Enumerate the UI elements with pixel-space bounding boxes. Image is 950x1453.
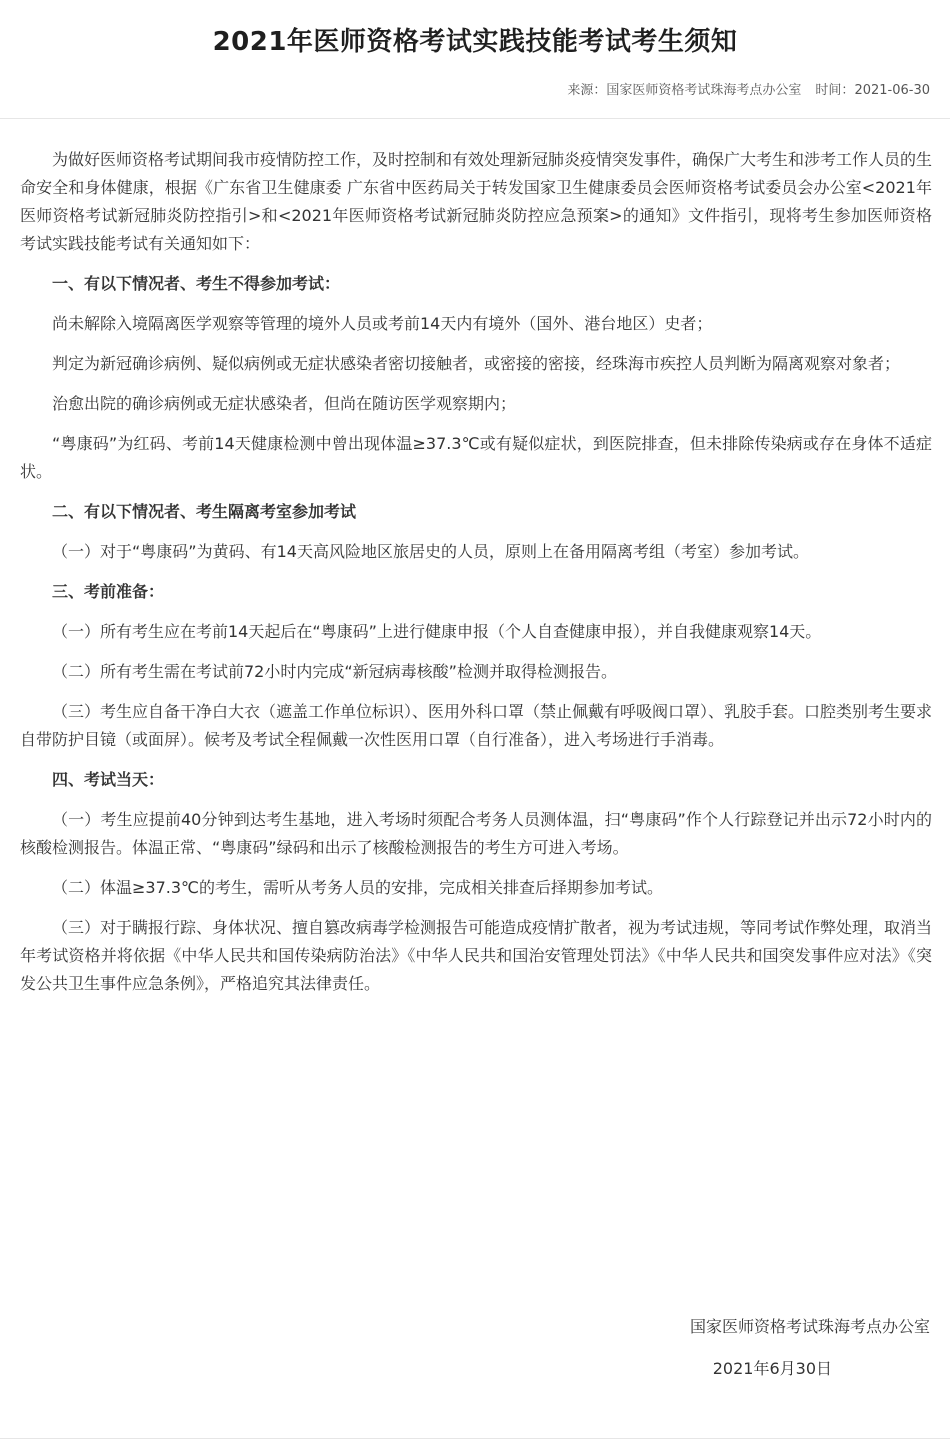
body-paragraph: （三）对于瞒报行踪、身体状况、擅自篡改病毒学检测报告可能造成疫情扩散者，视为考试违规，等同考试作弊处理，取消当年考试资格并将依据《中华人民共和国传染病防治法》《中华人民共和国治安管理处罚法》《中华人民共和国突发事件应对法》《突发公共卫生事件应急条例》，严格追究其法律责任。 bbox=[20, 918, 933, 993]
body-paragraph: 尚未解除入境隔离医学观察等管理的境外人员或考前14天内有境外（国外、港台地区）史者； bbox=[52, 314, 713, 333]
body-paragraph: “粤康码”为红码、考前14天健康检测中曾出现体温≥37.3℃或有疑似症状，到医院排查，但未排除传染病或存在身体不适症状。 bbox=[20, 434, 932, 481]
body-paragraph: （一）所有考生应在考前14天起后在“粤康码”上进行健康申报（个人自查健康申报），并自我健康观察14天。 bbox=[52, 622, 822, 641]
body-paragraph: （一）对于“粤康码”为黄码、有14天高风险地区旅居史的人员，原则上在备用隔离考组（考室）参加考试。 bbox=[52, 542, 809, 561]
body-paragraph: （一）考生应提前40分钟到达考生基地，进入考场时须配合考务人员测体温，扫“粤康码”作个人行踪登记并出示72小时内的核酸检测报告。体温正常、“粤康码”绿码和出示了核酸检测报告的考生方可进入考场。 bbox=[20, 810, 932, 857]
section-heading: 二、有以下情况者、考生隔离考室参加考试 bbox=[52, 502, 357, 521]
body-paragraph: 判定为新冠确诊病例、疑似病例或无症状感染者密切接触者，或密接的密接，经珠海市疾控人员判断为隔离观察对象者； bbox=[52, 354, 901, 373]
section-heading: 四、考试当天： bbox=[52, 770, 165, 789]
body-paragraph: （三）考生应自备干净白大衣（遮盖工作单位标识）、医用外科口罩（禁止佩戴有呼吸阀口罩）、乳胶手套。口腔类别考生要求自带防护目镜（或面屏）。候考及考试全程佩戴一次性医用口罩（自行准备），进入考场进行手消毒。 bbox=[20, 702, 933, 749]
body-paragraph: （二）体温≥37.3℃的考生，需听从考务人员的安排，完成相关排查后择期参加考试。 bbox=[52, 878, 664, 897]
page-title: 2021年医师资格考试实践技能考试考生须知 bbox=[212, 27, 738, 57]
signature-org: 国家医师资格考试珠海考点办公室 bbox=[689, 1317, 930, 1336]
time-value: 2021-06-30 bbox=[854, 83, 930, 98]
body-paragraph: 治愈出院的确诊病例或无症状感染者，但尚在随访医学观察期内； bbox=[52, 394, 517, 413]
footer-divider bbox=[0, 1438, 950, 1439]
source-label: 来源： bbox=[567, 83, 607, 98]
article-meta bbox=[567, 82, 930, 100]
source-value: 国家医师资格考试珠海考点办公室 bbox=[606, 83, 802, 98]
article-body bbox=[20, 146, 932, 1010]
body-paragraph: （二）所有考生需在考试前72小时内完成“新冠病毒核酸”检测并取得检测报告。 bbox=[52, 662, 617, 681]
body-paragraph: 为做好医师资格考试期间我市疫情防控工作，及时控制和有效处理新冠肺炎疫情突发事件，确保广大考生和涉考工作人员的生命安全和身体健康，根据《广东省卫生健康委 广东省中医药局关于转发国家卫生健康委员会医师资格考试委员会办公室<2021年医师资格考试新冠肺炎防控指引>和<2021年医师资格考试新冠肺炎防控应急预案>的通知》文件指引，现将考生参加医师资格考试实践技能考试有关通知如下： bbox=[20, 150, 933, 253]
signature-date: 2021年6月30日 bbox=[712, 1359, 832, 1378]
header-divider bbox=[0, 118, 950, 119]
section-heading: 三、考前准备： bbox=[52, 582, 165, 601]
signature-block bbox=[690, 1313, 930, 1383]
section-heading: 一、有以下情况者、考生不得参加考试： bbox=[52, 274, 341, 293]
time-label: 时间： bbox=[815, 83, 855, 98]
